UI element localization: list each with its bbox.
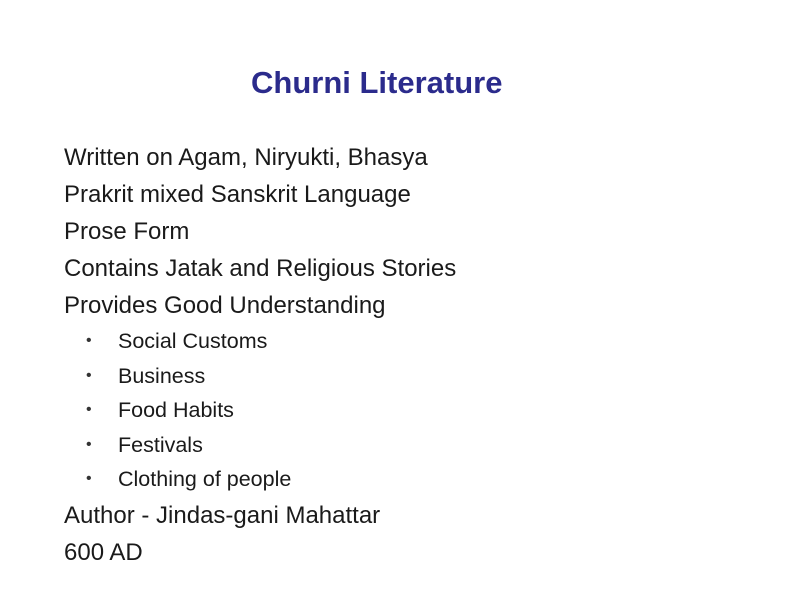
sub-point-festivals [86, 428, 291, 463]
sub-point-social-customs [86, 324, 291, 359]
slide-title: Churni Literature [251, 65, 503, 100]
sub-point-label: Food Habits [118, 398, 234, 422]
point-date: 600 AD [64, 539, 143, 566]
bullet-icon: • [86, 366, 92, 384]
sub-point-label: Business [118, 363, 206, 388]
sub-point-label: Festivals [118, 432, 203, 457]
bullet-icon: • [86, 332, 92, 349]
sub-point-label: Clothing of people [118, 467, 292, 491]
sub-points-list [86, 324, 291, 497]
bullet-icon: • [86, 470, 92, 487]
point-language: Prakrit mixed Sanskrit Language [64, 181, 411, 208]
sub-point-food-habits [86, 393, 291, 428]
bullet-icon: • [86, 435, 92, 453]
point-prose-form: Prose Form [64, 218, 190, 245]
sub-point-clothing [86, 462, 291, 497]
point-author: Author - Jindas-gani Mahattar [64, 502, 381, 529]
point-provides-understanding: Provides Good Understanding [64, 292, 386, 319]
sub-point-label: Social Customs [118, 329, 268, 353]
point-written-on: Written on Agam, Niryukti, Bhasya [64, 144, 428, 171]
bullet-icon: • [86, 401, 92, 418]
closing-points-list [64, 497, 380, 571]
point-contains-stories: Contains Jatak and Religious Stories [64, 255, 457, 282]
main-points-list [64, 139, 456, 324]
sub-point-business [86, 359, 291, 394]
